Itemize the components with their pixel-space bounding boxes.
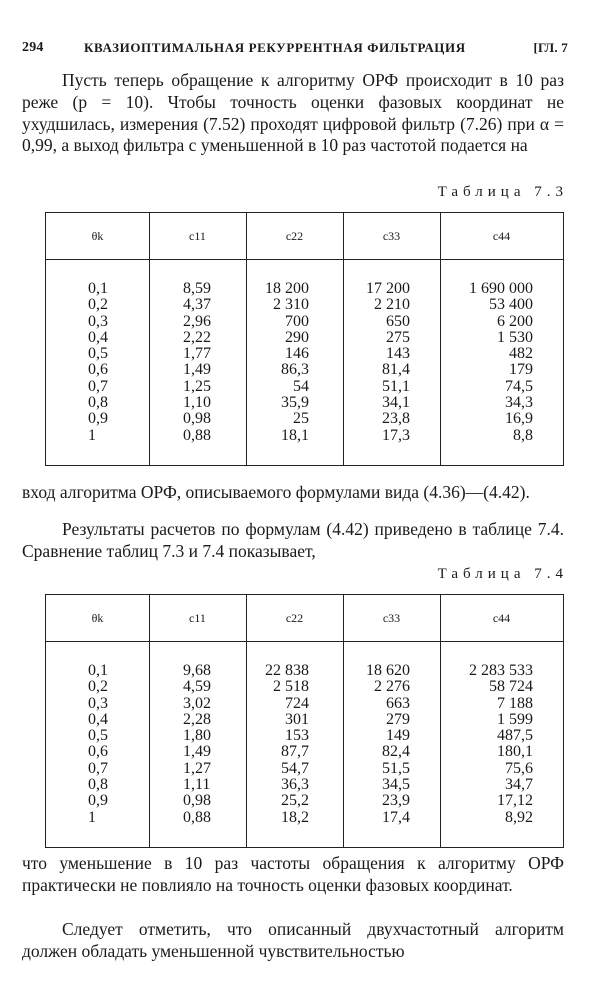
table-cell: 0,3 (88, 694, 108, 712)
table-cell: 0,8 (88, 394, 108, 412)
column-c11 (183, 663, 211, 826)
column-header-theta: θk (91, 611, 104, 625)
table-cell: 34,7 (505, 776, 533, 794)
table-cell: 149 (386, 727, 410, 745)
column-header-c22: c22 (285, 229, 304, 243)
column-divider (246, 213, 247, 465)
table-cell: 86,3 (281, 361, 309, 379)
table-cell: 650 (386, 312, 410, 330)
column-c11 (183, 281, 211, 444)
column-divider (440, 595, 441, 847)
table-cell: 25 (293, 410, 309, 428)
table-cell: 1,49 (183, 361, 211, 379)
table-cell: 23,9 (382, 792, 410, 810)
table-cell: 2 518 (273, 678, 309, 696)
table-cell: 2,96 (183, 312, 211, 330)
column-c33 (366, 663, 410, 826)
table-cell: 1 (88, 426, 96, 444)
table-cell: 482 (509, 345, 533, 363)
table-cell: 54 (293, 377, 309, 395)
table-cell: 6 200 (497, 312, 533, 330)
table-cell: 36,3 (281, 776, 309, 794)
column-theta (88, 281, 108, 444)
table-cell: 18,2 (281, 808, 309, 826)
column-header-c44: c44 (492, 611, 511, 625)
column-divider (149, 213, 150, 465)
table-cell: 58 724 (489, 678, 533, 696)
paragraph-3: Результаты расчетов по формулам (4.42) приведено в таблице 7.4. Сравнение таблиц 7.3 и 7.4 показывает, (22, 519, 564, 561)
table-cell: 18,1 (281, 426, 309, 444)
column-header-c33: c33 (382, 229, 401, 243)
table-cell: 54,7 (281, 759, 309, 777)
table-cell: 34,3 (505, 394, 533, 412)
column-c44 (469, 281, 533, 444)
table-cell: 0,4 (88, 710, 108, 728)
column-header-c11: c11 (189, 229, 206, 243)
column-divider (246, 595, 247, 847)
table-cell: 8,92 (505, 808, 533, 826)
table-cell: 1,27 (183, 759, 211, 777)
table-cell: 53 400 (489, 296, 533, 314)
table-cell: 9,68 (183, 662, 211, 679)
table-cell: 290 (285, 328, 309, 346)
column-header-c33: c33 (382, 611, 401, 625)
table-cell: 75,6 (505, 759, 533, 777)
chapter-label: [ГЛ. 7 (533, 40, 568, 55)
table-cell: 1 (88, 808, 96, 826)
table-cell: 0,7 (88, 377, 108, 395)
table-cell: 2 310 (273, 296, 309, 314)
table-cell: 0,4 (88, 328, 108, 346)
table-cell: 2 210 (374, 296, 410, 314)
table-cell: 74,5 (505, 377, 533, 395)
table-cell: 81,4 (382, 361, 410, 379)
running-title: КВАЗИОПТИМАЛЬНАЯ РЕКУРРЕНТНАЯ ФИЛЬТРАЦИЯ (84, 40, 466, 55)
table-cell: 34,5 (382, 776, 410, 794)
table-cell: 17 200 (366, 280, 410, 297)
paragraph-4: что уменьшение в 10 раз частоты обращения к алгоритму ОРФ практически не повлияло на точность оценки фазовых координат. (22, 853, 564, 895)
column-c44 (469, 663, 533, 826)
table-cell: 143 (386, 345, 410, 363)
table-cell: 17,3 (382, 426, 410, 444)
table-cell: 82,4 (382, 743, 410, 761)
table-cell: 180,1 (497, 743, 533, 761)
table-cell: 0,8 (88, 776, 108, 794)
table-cell: 0,7 (88, 759, 108, 777)
column-theta (88, 663, 108, 826)
column-header-c44: c44 (492, 229, 511, 243)
table-cell: 0,3 (88, 312, 108, 330)
table-cell: 51,1 (382, 377, 410, 395)
table-cell: 0,1 (88, 662, 108, 679)
table-cell: 179 (509, 361, 533, 379)
table-7-4-caption: Таблица 7.4 (437, 566, 568, 582)
table-cell: 1,80 (183, 727, 211, 745)
table-cell: 7 188 (497, 694, 533, 712)
table-7-4 (45, 594, 564, 848)
table-cell: 51,5 (382, 759, 410, 777)
table-cell: 1 530 (497, 328, 533, 346)
table-cell: 87,7 (281, 743, 309, 761)
table-cell: 17,12 (497, 792, 533, 810)
table-cell: 1,77 (183, 345, 211, 363)
table-cell: 0,88 (183, 426, 211, 444)
table-cell: 2,28 (183, 710, 211, 728)
table-cell: 2 276 (374, 678, 410, 696)
table-cell: 17,4 (382, 808, 410, 826)
table-cell: 0,1 (88, 280, 108, 297)
column-c33 (366, 281, 410, 444)
table-cell: 8,8 (513, 426, 533, 444)
column-header-c11: c11 (189, 611, 206, 625)
table-cell: 2 283 533 (469, 662, 533, 679)
column-c22 (265, 663, 309, 826)
paragraph-2: вход алгоритма ОРФ, описываемого формулами вида (4.36)—(4.42). (22, 482, 530, 502)
table-cell: 22 838 (265, 662, 309, 679)
table-cell: 35,9 (281, 394, 309, 412)
table-cell: 16,9 (505, 410, 533, 428)
table-cell: 0,98 (183, 792, 211, 810)
table-cell: 0,9 (88, 792, 108, 810)
table-cell: 3,02 (183, 694, 211, 712)
table-cell: 275 (386, 328, 410, 346)
table-cell: 2,22 (183, 328, 211, 346)
table-cell: 23,8 (382, 410, 410, 428)
table-cell: 153 (285, 727, 309, 745)
column-divider (440, 213, 441, 465)
table-cell: 0,6 (88, 361, 108, 379)
table-cell: 0,88 (183, 808, 211, 826)
running-header (22, 40, 568, 62)
table-cell: 4,37 (183, 296, 211, 314)
column-header-theta: θk (91, 229, 104, 243)
table-cell: 0,9 (88, 410, 108, 428)
table-cell: 25,2 (281, 792, 309, 810)
table-cell: 1 599 (497, 710, 533, 728)
page-number: 294 (22, 40, 44, 55)
table-cell: 8,59 (183, 280, 211, 297)
table-cell: 18 620 (366, 662, 410, 679)
table-header-row (46, 213, 563, 260)
column-divider (343, 213, 344, 465)
column-divider (149, 595, 150, 847)
table-cell: 700 (285, 312, 309, 330)
table-header-row (46, 595, 563, 642)
table-cell: 279 (386, 710, 410, 728)
table-cell: 146 (285, 345, 309, 363)
table-cell: 4,59 (183, 678, 211, 696)
table-cell: 18 200 (265, 280, 309, 297)
table-cell: 663 (386, 694, 410, 712)
table-7-3 (45, 212, 564, 466)
table-cell: 0,98 (183, 410, 211, 428)
table-cell: 724 (285, 694, 309, 712)
table-7-3-caption: Таблица 7.3 (437, 184, 568, 200)
table-cell: 0,2 (88, 678, 108, 696)
paragraph-5: Следует отметить, что описанный двухчастотный алгоритм должен обладать уменьшенной чувствительностью (22, 919, 564, 961)
paragraph-1: Пусть теперь обращение к алгоритму ОРФ происходит в 10 раз реже (p = 10). Чтобы точность оценки фазовых координат не ухудшилась, измерения (7.52) проходят цифровой фильтр (7.26) при α = 0,99, а выход фильтра с уменьшенной в 10 раз частотой подается на (22, 70, 564, 156)
table-cell: 1,10 (183, 394, 211, 412)
table-cell: 34,1 (382, 394, 410, 412)
table-cell: 0,5 (88, 727, 108, 745)
column-divider (343, 595, 344, 847)
table-cell: 487,5 (497, 727, 533, 745)
table-cell: 0,5 (88, 345, 108, 363)
column-c22 (265, 281, 309, 444)
column-header-c22: c22 (285, 611, 304, 625)
table-cell: 1,25 (183, 377, 211, 395)
table-cell: 1 690 000 (469, 280, 533, 297)
table-cell: 0,2 (88, 296, 108, 314)
table-cell: 1,11 (183, 776, 211, 794)
table-cell: 0,6 (88, 743, 108, 761)
table-cell: 301 (285, 710, 309, 728)
table-cell: 1,49 (183, 743, 211, 761)
